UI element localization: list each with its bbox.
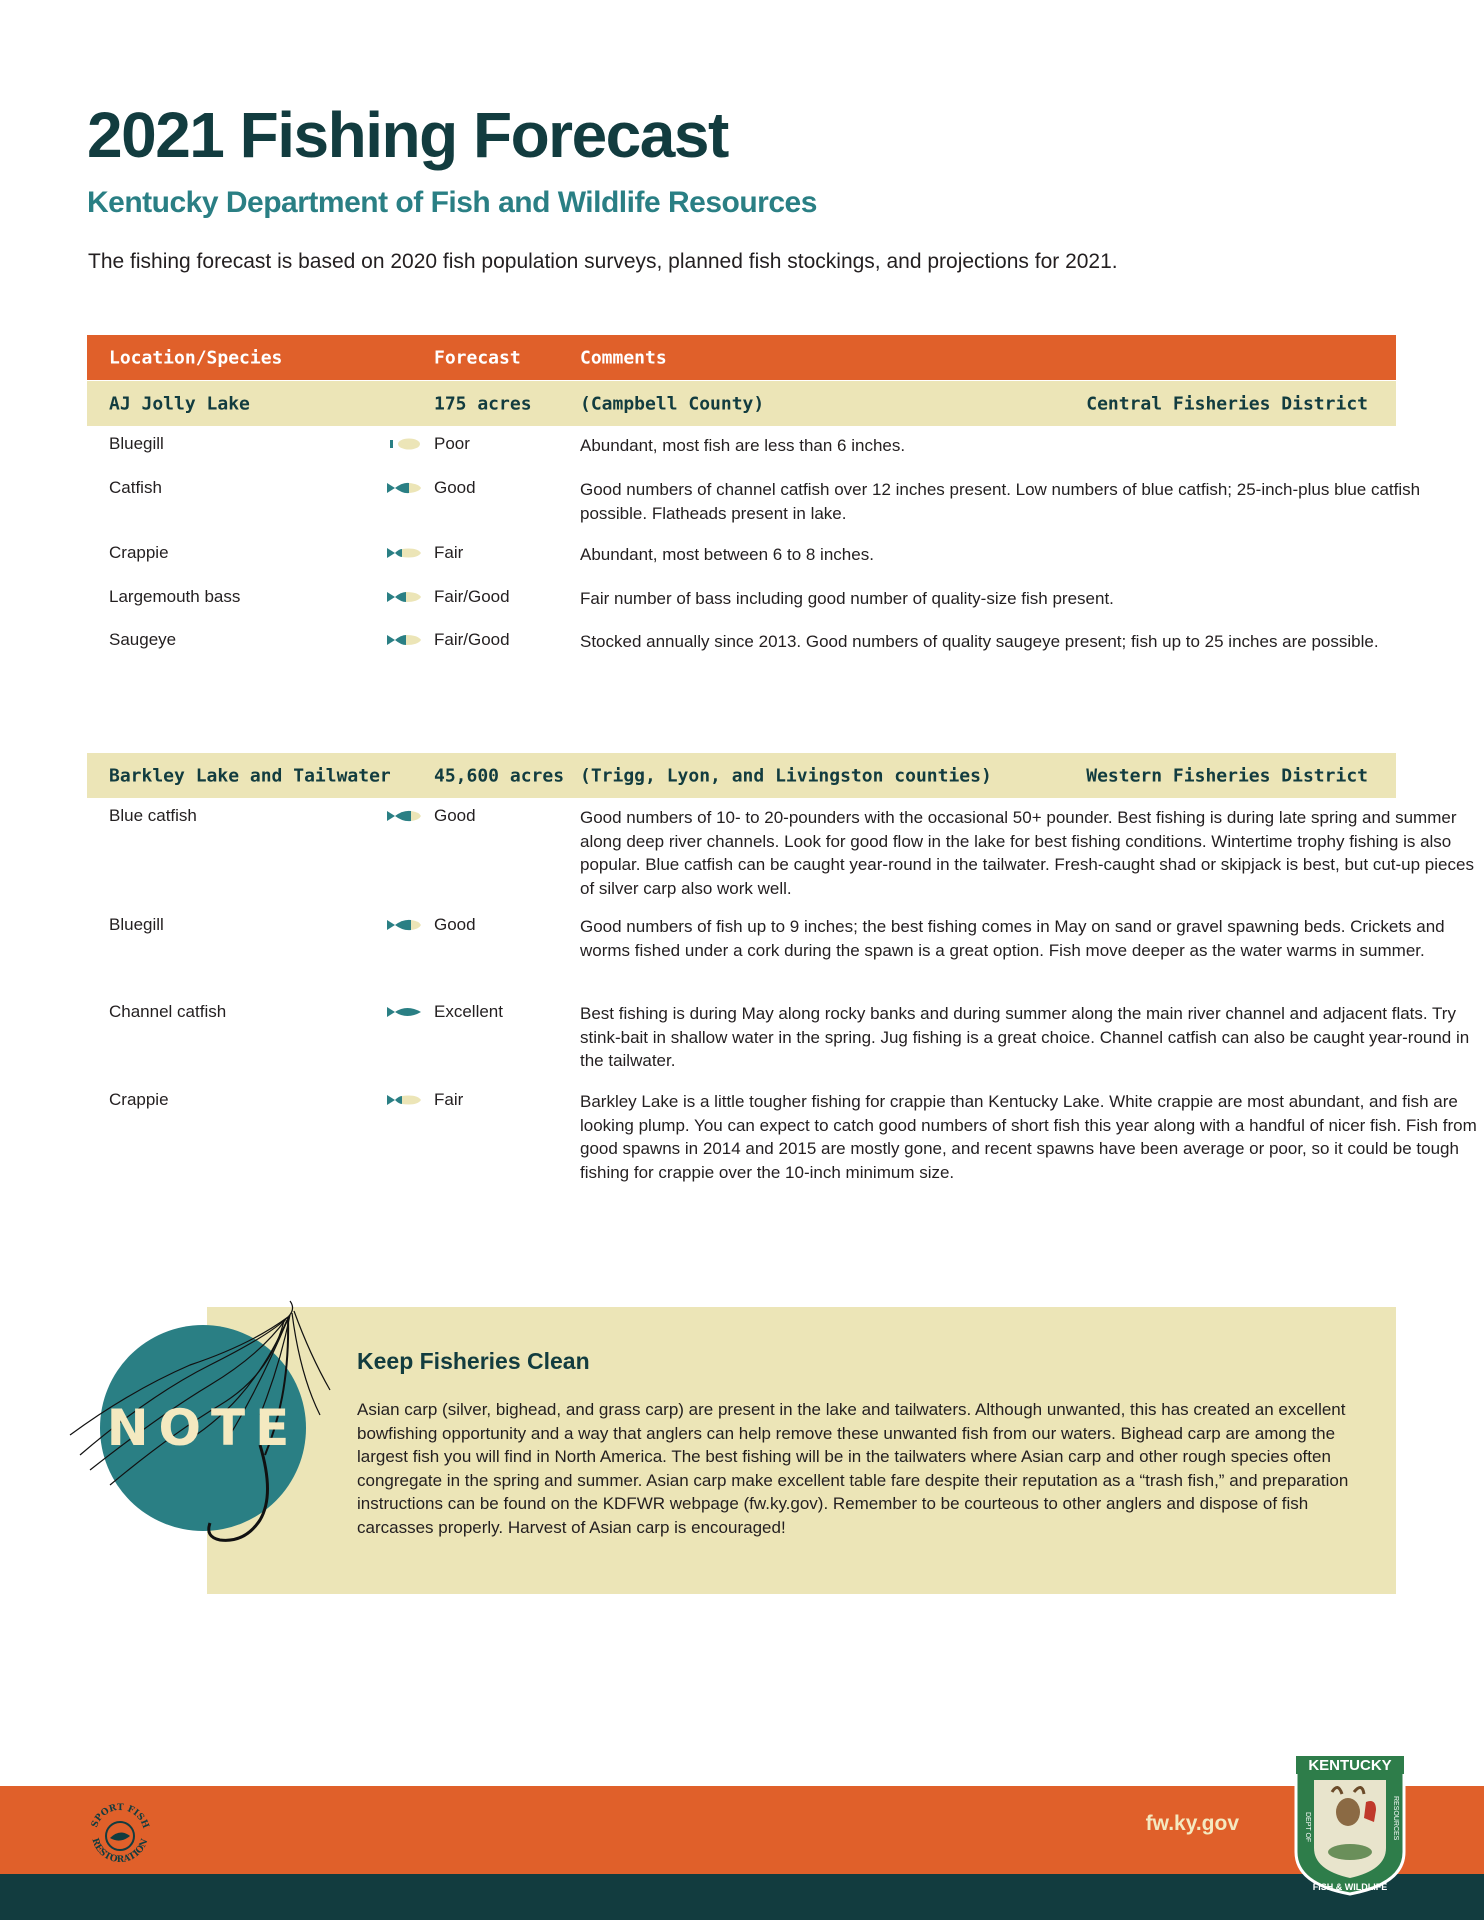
fish-rating-icon (385, 436, 423, 452)
fish-rating-icon (385, 632, 423, 648)
note-label: NOTE (106, 1399, 300, 1457)
svg-text:DEPT OF: DEPT OF (1304, 1812, 1311, 1843)
footer-website-link[interactable]: fw.ky.gov (1145, 1812, 1239, 1835)
species-name: Blue catfish (109, 806, 197, 825)
svg-text:FISH & WILDLIFE: FISH & WILDLIFE (1312, 1882, 1388, 1892)
sport-fish-restoration-logo (84, 1798, 156, 1870)
species-name: Catfish (109, 478, 162, 497)
forecast-rating: Fair/Good (434, 587, 510, 606)
svg-text:RESOURCES: RESOURCES (1392, 1796, 1399, 1841)
section-acres: 175 acres (434, 393, 532, 414)
page-title: 2021 Fishing Forecast (87, 99, 728, 171)
forecast-rating: Excellent (434, 1002, 503, 1021)
comment-text: Abundant, most fish are less than 6 inches. (580, 436, 906, 455)
forecast-rating: Fair (434, 1090, 464, 1109)
note-title: Keep Fisheries Clean (357, 1348, 590, 1374)
fish-rating-icon (385, 1004, 423, 1020)
species-name: Largemouth bass (109, 587, 241, 606)
forecast-rating: Poor (434, 434, 470, 453)
column-header-comments: Comments (580, 347, 667, 368)
comment-text: Good numbers of 10- to 20-pounders with the occasional 50+ pounder. Best fishing is during late spring and summer along deep river channels. Look for good flow in the lake for best fishing conditions. Wintertime trophy fishing is also popular. Blue catfish can be caught year-round in the tailwater. Fresh-caught shad or skipjack is best, but cut-up pieces of silver carp also work well. (580, 808, 1474, 898)
comment-text: Fair number of bass including good number of quality-size fish present. (580, 589, 1114, 608)
forecast-rating: Fair (434, 543, 464, 562)
fish-rating-icon (385, 480, 423, 496)
intro-text: The fishing forecast is based on 2020 fish population surveys, planned fish stockings, and projections for 2021. (88, 250, 1118, 273)
forecast-rating: Fair/Good (434, 630, 510, 649)
species-name: Channel catfish (109, 1002, 227, 1021)
fish-rating-icon (385, 1092, 423, 1108)
section-header-barkley-lake (87, 753, 1396, 798)
section-county: (Campbell County) (580, 393, 765, 414)
comment-text: Stocked annually since 2013. Good numbers of quality saugeye present; fish up to 25 inches are possible. (580, 632, 1379, 651)
section-location: AJ Jolly Lake (109, 393, 250, 414)
kentucky-fish-wildlife-logo (1292, 1752, 1408, 1898)
species-name: Crappie (109, 1090, 169, 1109)
fish-rating-icon (385, 808, 423, 824)
svg-text:SPORT FISH: SPORT FISH (90, 1802, 151, 1831)
species-name: Bluegill (109, 915, 164, 934)
forecast-rating: Good (434, 806, 476, 825)
note-body: Asian carp (silver, bighead, and grass carp) are present in the lake and tailwaters. Although unwanted, this has created an excellent bowfishing opportunity and a way that anglers can help remove these unwanted fish from our waters. Bighead carp are among the largest fish you will find in North America. The best fishing will be in the tailwaters where Asian carp and other rough species often congregate in the spring and summer. Asian carp make excellent table fare despite their reputation as a “trash fish,” and preparation instructions can be found on the KDFWR webpage (fw.ky.gov). Remember to be courteous to other anglers and dispose of fish carcasses properly. Harvest of Asian carp is encouraged! (357, 1400, 1349, 1537)
section-district: Western Fisheries District (1086, 765, 1368, 786)
section-district: Central Fisheries District (1086, 393, 1368, 414)
comment-text: Best fishing is during May along rocky banks and during summer along the main river channel and adjacent flats. Try stink-bait in shallow water in the spring. Jug fishing is a great choice. Channel catfish can also be caught year-round in the tailwater. (580, 1004, 1470, 1070)
fish-rating-icon (385, 545, 423, 561)
forecast-rating: Good (434, 478, 476, 497)
section-acres: 45,600 acres (434, 765, 565, 786)
section-county: (Trigg, Lyon, and Livingston counties) (580, 765, 992, 786)
column-header-forecast: Forecast (434, 347, 521, 368)
comment-text: Abundant, most between 6 to 8 inches. (580, 545, 874, 564)
fish-rating-icon (385, 589, 423, 605)
svg-text:KENTUCKY: KENTUCKY (1308, 1757, 1392, 1774)
footer-band (0, 1786, 1484, 1874)
table-header (87, 335, 1396, 380)
note-badge (60, 1295, 350, 1565)
column-header-location: Location/Species (109, 347, 283, 368)
page-subtitle: Kentucky Department of Fish and Wildlife Resources (87, 186, 817, 219)
section-header-aj-jolly-lake (87, 381, 1396, 426)
comment-text: Good numbers of fish up to 9 inches; the best fishing comes in May on sand or gravel spawning beds. Crickets and worms fished under a cork during the spawn is a great option. Fish move deeper as the water warms in summer. (580, 917, 1445, 960)
section-location: Barkley Lake and Tailwater (109, 765, 391, 786)
comment-text: Barkley Lake is a little tougher fishing for crappie than Kentucky Lake. White crappie are most abundant, and fish are looking plump. You can expect to catch good numbers of short fish this year along with a handful of nicer fish. Fish from good spawns in 2014 and 2015 are mostly gone, and recent spawns have been average or poor, so it could be tough fishing for crappie over the 10-inch minimum size. (580, 1092, 1477, 1182)
species-name: Bluegill (109, 434, 164, 453)
species-name: Crappie (109, 543, 169, 562)
species-name: Saugeye (109, 630, 177, 649)
svg-text:RESTORATION: RESTORATION (89, 1837, 151, 1866)
forecast-rating: Good (434, 915, 476, 934)
fish-rating-icon (385, 917, 423, 933)
comment-text: Good numbers of channel catfish over 12 inches present. Low numbers of blue catfish; 25-inch-plus blue catfish possible. Flatheads present in lake. (580, 480, 1421, 523)
footer-bottom-band (0, 1874, 1484, 1920)
